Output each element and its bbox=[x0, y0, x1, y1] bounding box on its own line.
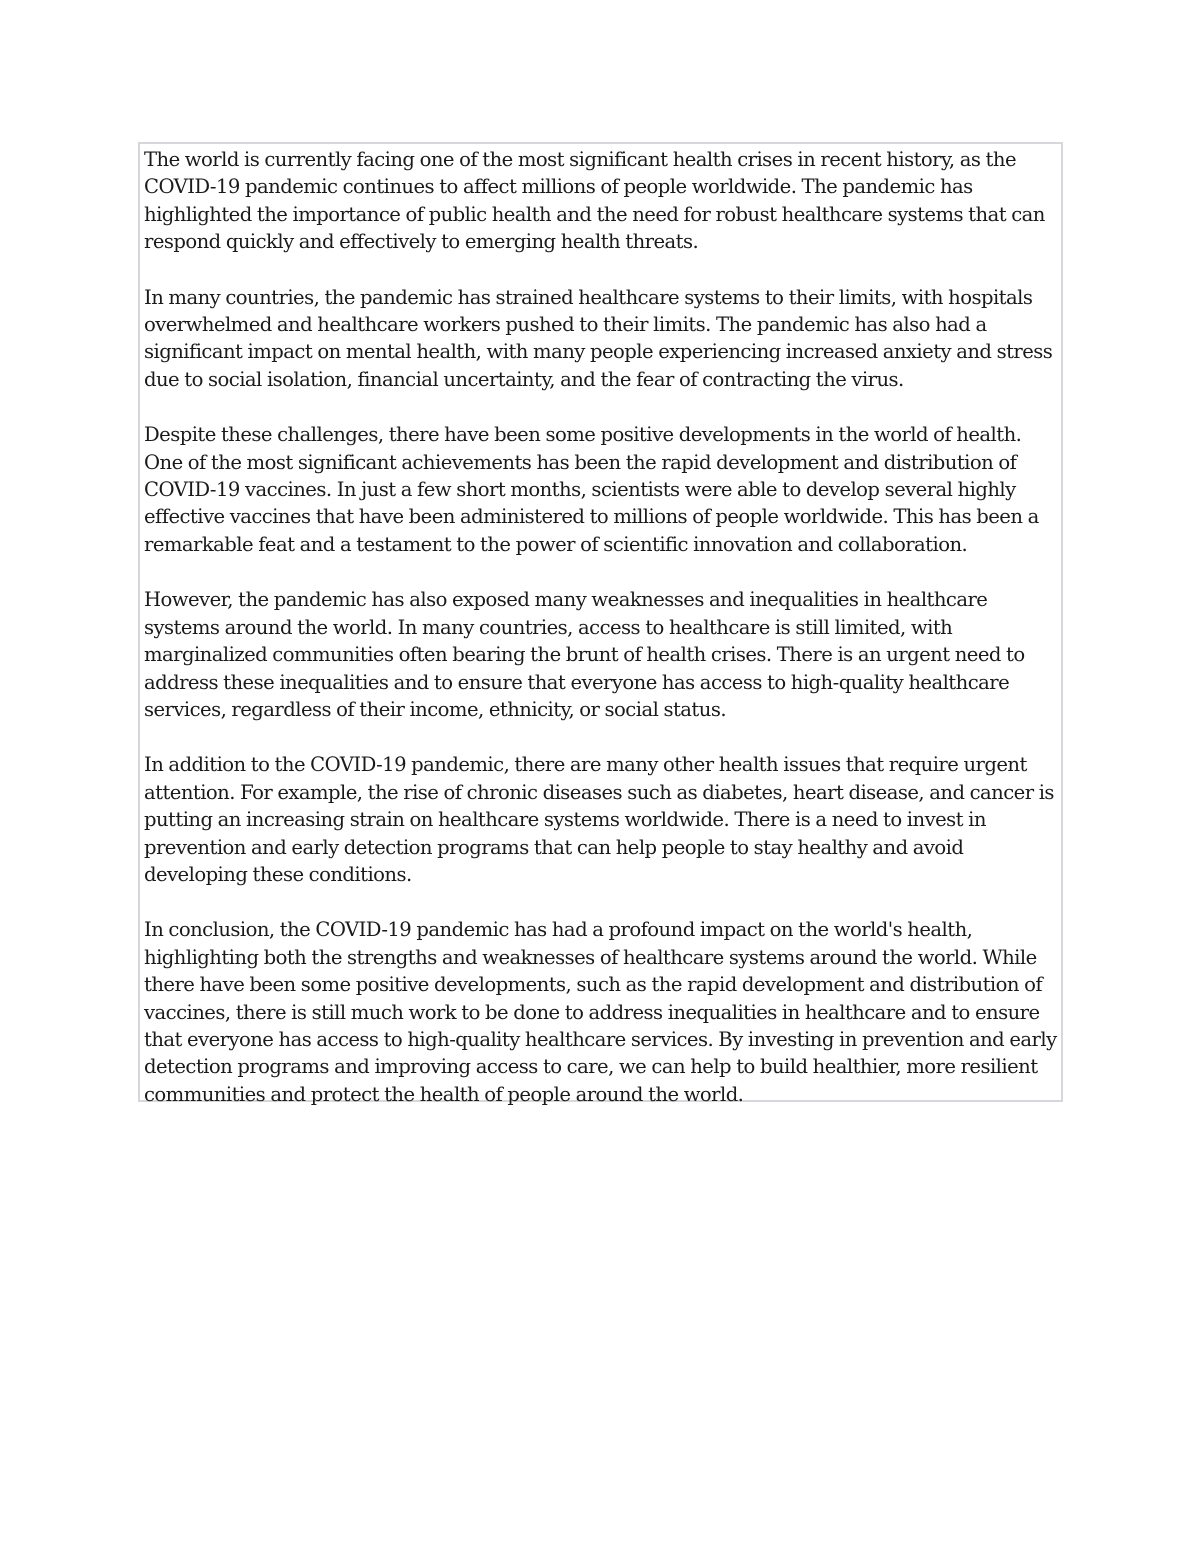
text-line: One of the most significant achievements has been the rapid development and distribution of bbox=[144, 450, 1017, 474]
paragraph-6 bbox=[144, 916, 1061, 1108]
text-line: In many countries, the pandemic has strained healthcare systems to their limits, with hospitals bbox=[144, 285, 1033, 309]
text-line: marginalized communities often bearing the brunt of health crises. There is an urgent need to bbox=[144, 643, 1025, 667]
text-line: effective vaccines that have been administered to millions of people worldwide. This has been a bbox=[144, 505, 1039, 529]
text-line: COVID-19 pandemic continues to affect millions of people worldwide. The pandemic has bbox=[144, 175, 973, 199]
text-line: highlighted the importance of public health and the need for robust healthcare systems that can bbox=[144, 202, 1045, 226]
text-line: significant impact on mental health, with many people experiencing increased anxiety and stress bbox=[144, 340, 1053, 364]
paragraph-4 bbox=[144, 586, 1061, 723]
text-line: that everyone has access to high-quality healthcare services. By investing in prevention and early bbox=[144, 1027, 1057, 1051]
text-line: putting an increasing strain on healthcare systems worldwide. There is a need to invest in bbox=[144, 808, 986, 832]
text-line: respond quickly and effectively to emerging health threats. bbox=[144, 230, 699, 254]
text-line: highlighting both the strengths and weaknesses of healthcare systems around the world. While bbox=[144, 945, 1037, 969]
text-line: systems around the world. In many countries, access to healthcare is still limited, with bbox=[144, 615, 953, 639]
text-line: Despite these challenges, there have been some positive developments in the world of health. bbox=[144, 423, 1022, 447]
paragraph-3 bbox=[144, 421, 1061, 558]
text-line: address these inequalities and to ensure that everyone has access to high-quality healthcare bbox=[144, 670, 1010, 694]
text-line: developing these conditions. bbox=[144, 862, 412, 886]
paragraph-1 bbox=[144, 146, 1061, 256]
text-line: COVID-19 vaccines. In just a few short months, scientists were able to develop several highly bbox=[144, 478, 1016, 502]
text-line: vaccines, there is still much work to be done to address inequalities in healthcare and to ensure bbox=[144, 1000, 1040, 1024]
text-line: The world is currently facing one of the most significant health crises in recent history, as the bbox=[144, 148, 1016, 171]
text-line: remarkable feat and a testament to the power of scientific innovation and collaboration. bbox=[144, 532, 968, 556]
text-line: detection programs and improving access to care, we can help to build healthier, more resilient bbox=[144, 1055, 1038, 1079]
text-line: attention. For example, the rise of chronic diseases such as diabetes, heart disease, and cancer is bbox=[144, 780, 1054, 804]
text-line: In addition to the COVID-19 pandemic, there are many other health issues that require urgent bbox=[144, 753, 1027, 777]
text-line: services, regardless of their income, ethnicity, or social status. bbox=[144, 697, 727, 721]
text-line: communities and protect the health of people around the world. bbox=[144, 1082, 744, 1106]
text-line: In conclusion, the COVID-19 pandemic has had a profound impact on the world's health, bbox=[144, 918, 973, 942]
paragraph-5 bbox=[144, 751, 1061, 888]
text-line: However, the pandemic has also exposed many weaknesses and inequalities in healthcare bbox=[144, 588, 988, 612]
text-line: there have been some positive developments, such as the rapid development and distribution of bbox=[144, 973, 1043, 997]
text-box[interactable] bbox=[138, 142, 1063, 1106]
text-line: due to social isolation, financial uncertainty, and the fear of contracting the virus. bbox=[144, 367, 904, 391]
text-line: overwhelmed and healthcare workers pushed to their limits. The pandemic has also had a bbox=[144, 313, 987, 337]
paragraph-2 bbox=[144, 284, 1061, 394]
text-line: prevention and early detection programs that can help people to stay healthy and avoid bbox=[144, 835, 964, 859]
